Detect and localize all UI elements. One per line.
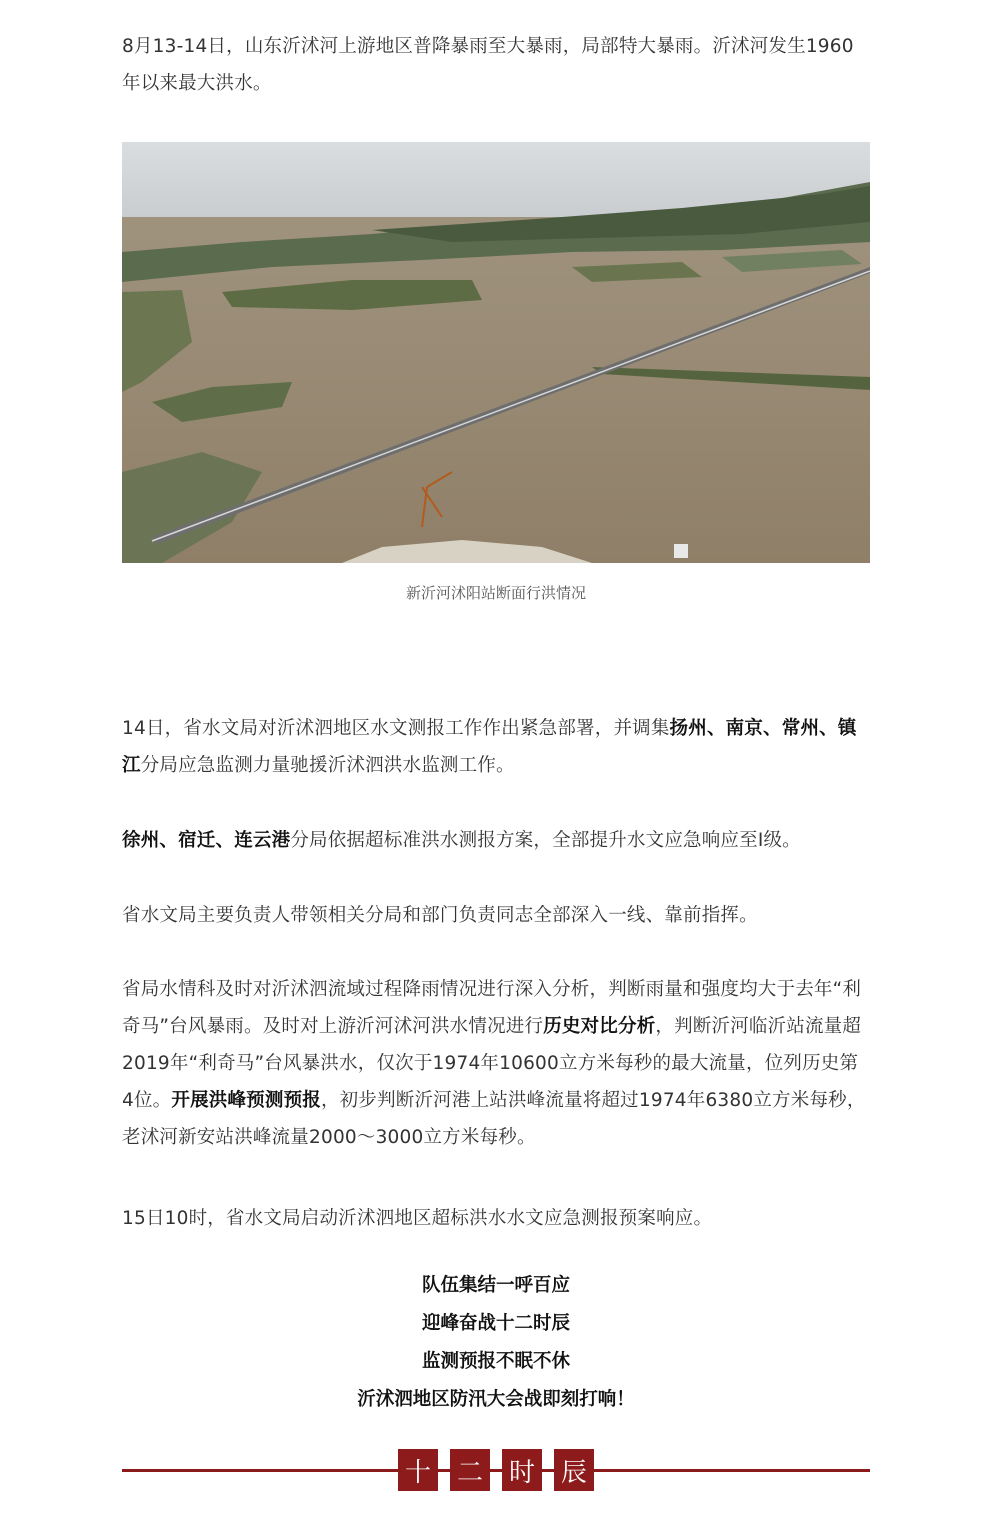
- flood-photo: [122, 142, 870, 563]
- paragraph-response-level: [122, 822, 870, 859]
- intro-paragraph: 8月13-14日，山东沂沭河上游地区普降暴雨至大暴雨，局部特大暴雨。沂沭河发生1960年以来最大洪水。: [122, 36, 854, 94]
- p4-text-c: ，判断沂河临沂站流量超2019年“利奇马”台风暴洪水，仅次于1974年10600立方米每秒的最大流量，位列历史第4位。: [122, 1016, 862, 1111]
- paragraph-plan-activation: 15日10时，省水文局启动沂沭泗地区超标洪水水文应急测报预案响应。: [122, 1208, 713, 1229]
- p4-bold-history: 历史对比分析: [543, 1016, 656, 1037]
- p2-bold-cities: 徐州、宿迁、连云港: [122, 830, 291, 851]
- p4-bold-forecast: 开展洪峰预测预报: [171, 1090, 321, 1111]
- slogan-line: 监测预报不眠不休: [421, 1351, 570, 1372]
- p2-text-b: 分局依据超标准洪水测报方案，全部提升水文应急响应至Ⅰ级。: [290, 830, 801, 851]
- slogan-line: 队伍集结一呼百应: [421, 1275, 570, 1296]
- p4-text-e: ，初步判断沂河港上站洪峰流量将超过1974年6380立方米每秒，老沭河新安站洪峰流量2000～3000立方米每秒。: [122, 1090, 866, 1148]
- slogan-block: [122, 1267, 870, 1419]
- divider-char: 辰: [554, 1449, 594, 1491]
- divider-title: [398, 1449, 594, 1491]
- section-divider: [122, 1449, 870, 1497]
- paragraph-leadership: 省水文局主要负责人带领相关分局和部门负责同志全部深入一线、靠前指挥。: [122, 905, 758, 926]
- divider-char: 十: [398, 1449, 438, 1491]
- photo-caption: 新沂河沭阳站断面行洪情况: [405, 584, 586, 602]
- paragraph-deployment: [122, 710, 870, 784]
- slogan-line: 沂沭泗地区防汛大会战即刻打响！: [357, 1389, 635, 1410]
- divider-char: 时: [502, 1449, 542, 1491]
- p4-text-a: 省局水情科及时对沂沭泗流域过程降雨情况进行深入分析，判断雨量和强度均大于去年“利奇马”台风暴雨。及时对上游沂河沭河洪水情况进行: [122, 979, 862, 1037]
- p1-bold-cities: 扬州、南京、常州、镇江: [122, 718, 857, 776]
- p1-text-c: 分局应急监测力量驰援沂沭泗洪水监测工作。: [140, 755, 515, 776]
- p1-text-a: 14日，省水文局对沂沭泗地区水文测报工作作出紧急部署，并调集: [122, 718, 670, 739]
- divider-char: 二: [450, 1449, 490, 1491]
- slogan-line: 迎峰奋战十二时辰: [421, 1313, 570, 1334]
- paragraph-analysis: [122, 971, 870, 1156]
